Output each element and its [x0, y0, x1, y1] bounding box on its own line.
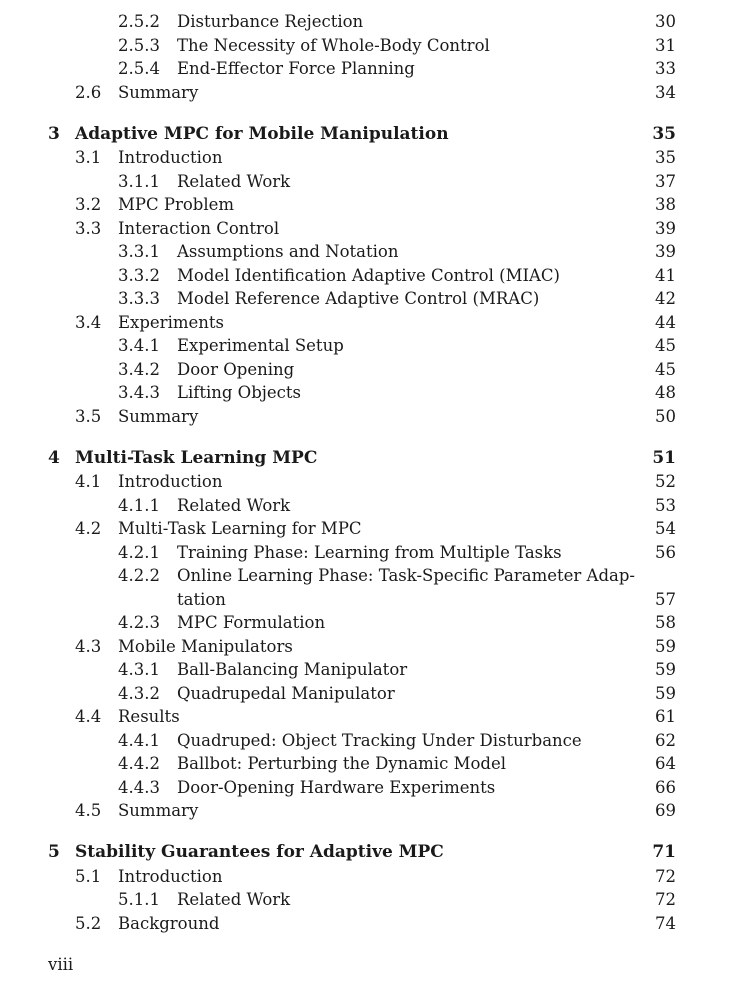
entry-title: Interaction Control — [118, 217, 285, 241]
dot-leader — [296, 888, 636, 912]
toc-section-entry[interactable] — [0, 470, 736, 494]
entry-page-number: 42 — [655, 287, 676, 311]
toc-subsection-entry[interactable] — [0, 494, 736, 518]
page-number-footer: viii — [48, 955, 74, 974]
entry-page-number: 35 — [652, 123, 676, 147]
toc-section-entry[interactable] — [0, 865, 736, 889]
toc-section-entry[interactable] — [0, 705, 736, 729]
entry-page-number: 48 — [655, 381, 676, 405]
entry-title: Door-Opening Hardware Experiments — [177, 776, 501, 800]
dot-leader — [350, 334, 636, 358]
dot-leader — [512, 752, 636, 776]
entry-number: 4.2 — [75, 519, 102, 538]
entry-number: 3.3.3 — [118, 289, 160, 308]
entry-page-number: 44 — [655, 311, 676, 335]
entry-page-number: 74 — [655, 912, 676, 936]
entry-number: 4.1.1 — [118, 495, 160, 515]
entry-title: Related Work — [177, 494, 296, 518]
entry-page-number: 64 — [655, 752, 676, 776]
toc-section-entry[interactable] — [0, 217, 736, 241]
entry-page-number: 37 — [655, 170, 676, 194]
dot-leader — [413, 658, 636, 682]
entry-title: Model Reference Adaptive Control (MRAC) — [177, 287, 545, 311]
entry-title: Related Work — [177, 888, 296, 912]
entry-page-number: 34 — [655, 81, 676, 105]
entry-title: Summary — [118, 799, 204, 823]
dot-leader — [229, 146, 636, 170]
dot-leader — [404, 240, 636, 264]
entry-page-number: 59 — [655, 658, 676, 682]
dot-leader — [588, 729, 636, 753]
entry-title: Multi-Task Learning for MPC — [118, 517, 368, 541]
entry-number: 3.5 — [75, 406, 102, 426]
entry-page-number: 33 — [655, 57, 676, 81]
entry-number: 3.4.2 — [118, 359, 160, 379]
toc-subsection-entry[interactable] — [0, 541, 736, 565]
toc-subsection-entry[interactable] — [0, 170, 736, 194]
toc-section-entry[interactable] — [0, 311, 736, 335]
toc-subsection-entry[interactable] — [0, 34, 736, 58]
entry-page-number: 41 — [655, 264, 676, 288]
entry-title: Mobile Manipulators — [118, 635, 299, 659]
entry-number: 4.4 — [75, 707, 102, 726]
toc-section-entry[interactable] — [0, 912, 736, 936]
entry-number: 3.1.1 — [118, 171, 160, 191]
toc-subsection-entry[interactable] — [0, 682, 736, 706]
entry-title: Quadruped: Object Tracking Under Disturbance — [177, 729, 588, 753]
entry-number: 4.2.2 — [118, 566, 160, 585]
entry-page-number: 61 — [655, 705, 676, 729]
entry-number: 4.3 — [75, 636, 102, 656]
entry-title: Introduction — [118, 865, 229, 889]
entry-number: 3.1 — [75, 148, 102, 167]
toc-subsection-entry[interactable] — [0, 752, 736, 776]
entry-number: 4.1 — [75, 472, 102, 491]
dot-leader — [401, 682, 636, 706]
entry-page-number: 71 — [652, 841, 676, 865]
entry-number: 4 — [48, 447, 60, 468]
dot-leader — [229, 865, 636, 889]
entry-page-number: 54 — [655, 517, 676, 541]
dot-leader — [496, 34, 636, 58]
entry-number: 5.1.1 — [118, 890, 160, 909]
dot-leader — [421, 57, 636, 81]
entry-title: Multi-Task Learning MPC — [75, 447, 323, 471]
entry-title: Disturbance Rejection — [177, 10, 369, 34]
entry-page-number: 58 — [655, 611, 676, 635]
entry-number: 5 — [48, 842, 60, 862]
entry-page-number: 51 — [652, 447, 676, 471]
entry-title: The Necessity of Whole-Body Control — [177, 34, 496, 58]
dot-leader — [186, 705, 636, 729]
entry-number: 4.3.1 — [118, 660, 160, 679]
entry-page-number: 62 — [655, 729, 676, 753]
entry-number: 3.4.1 — [118, 336, 160, 355]
entry-number: 2.5.2 — [118, 12, 160, 31]
entry-number: 2.5.3 — [118, 35, 160, 55]
dot-leader — [204, 405, 636, 429]
toc-subsection-entry[interactable] — [0, 888, 736, 912]
toc-subsection-entry[interactable] — [0, 729, 736, 753]
entry-page-number: 35 — [655, 146, 676, 170]
entry-title: Summary — [118, 81, 204, 105]
entry-page-number: 45 — [655, 334, 676, 358]
entry-number: 4.3.2 — [118, 683, 160, 703]
toc-chapter-entry[interactable] — [0, 123, 736, 147]
dot-leader — [230, 311, 636, 335]
dot-leader — [368, 517, 636, 541]
entry-page-number: 39 — [655, 217, 676, 241]
entry-title: End-Effector Force Planning — [177, 57, 421, 81]
entry-page-number: 57 — [655, 588, 676, 612]
entry-title: Related Work — [177, 170, 296, 194]
entry-title: Ball-Balancing Manipulator — [177, 658, 413, 682]
dot-leader — [232, 588, 636, 612]
toc-subsection-entry[interactable] — [0, 381, 736, 405]
entry-number: 4.5 — [75, 801, 102, 820]
entry-title: Stability Guarantees for Adaptive MPC — [75, 841, 450, 865]
entry-title: MPC Problem — [118, 193, 240, 217]
dot-leader — [307, 381, 636, 405]
toc-subsection-entry[interactable] — [0, 658, 736, 682]
entry-title: Experimental Setup — [177, 334, 350, 358]
entry-page-number: 53 — [655, 494, 676, 518]
dot-leader — [240, 193, 636, 217]
entry-number: 4.4.2 — [118, 754, 160, 773]
entry-number: 3 — [48, 123, 60, 144]
toc-subsection-entry[interactable] — [0, 10, 736, 34]
entry-number: 3.2 — [75, 195, 102, 214]
dot-leader — [568, 541, 636, 565]
entry-title: Introduction — [118, 146, 229, 170]
entry-number: 4.2.1 — [118, 542, 160, 562]
entry-title: Training Phase: Learning from Multiple Tasks — [177, 541, 568, 565]
entry-title: Ballbot: Perturbing the Dynamic Model — [177, 752, 512, 776]
entry-title: Assumptions and Notation — [177, 240, 404, 264]
entry-number: 5.1 — [75, 866, 102, 886]
toc-subsection-entry[interactable] — [0, 611, 736, 635]
entry-number: 4.4.1 — [118, 730, 160, 750]
entry-number: 3.3 — [75, 218, 102, 238]
dot-leader — [225, 912, 636, 936]
entry-page-number: 30 — [655, 10, 676, 34]
dot-leader — [285, 217, 636, 241]
toc-section-entry[interactable] — [0, 517, 736, 541]
toc-subsection-entry[interactable] — [0, 264, 736, 288]
toc-subsection-entry[interactable] — [0, 287, 736, 311]
entry-number: 2.5.4 — [118, 59, 160, 78]
toc-section-entry[interactable] — [0, 635, 736, 659]
entry-number: 3.4 — [75, 312, 102, 332]
entry-title: Introduction — [118, 470, 229, 494]
dot-leader — [204, 799, 636, 823]
toc-section-entry[interactable] — [0, 81, 736, 105]
entry-page-number: 38 — [655, 193, 676, 217]
dot-leader — [369, 10, 636, 34]
dot-leader — [296, 170, 636, 194]
dot-leader — [229, 470, 636, 494]
entry-page-number: 45 — [655, 358, 676, 382]
entry-title: Model Identification Adaptive Control (MIAC) — [177, 264, 566, 288]
dot-leader — [331, 611, 636, 635]
entry-title: Lifting Objects — [177, 381, 307, 405]
entry-page-number: 59 — [655, 635, 676, 659]
entry-number: 3.4.3 — [118, 383, 160, 402]
entry-page-number: 72 — [655, 865, 676, 889]
entry-page-number: 52 — [655, 470, 676, 494]
dot-leader — [566, 264, 636, 288]
entry-title: Adaptive MPC for Mobile Manipulation — [75, 123, 455, 147]
toc-section-entry[interactable] — [0, 193, 736, 217]
entry-title: MPC Formulation — [177, 611, 331, 635]
entry-title: Experiments — [118, 311, 230, 335]
entry-page-number: 31 — [655, 34, 676, 58]
entry-page-number: 50 — [655, 405, 676, 429]
toc-subsection-entry[interactable] — [0, 564, 736, 611]
toc-chapter-entry[interactable] — [0, 841, 736, 865]
entry-number: 3.3.2 — [118, 265, 160, 285]
dot-leader — [300, 358, 636, 382]
entry-number: 2.6 — [75, 82, 102, 102]
entry-title-continuation: tation — [177, 588, 232, 612]
toc-subsection-entry[interactable] — [0, 240, 736, 264]
entry-number: 3.3.1 — [118, 242, 160, 261]
entry-title: Quadrupedal Manipulator — [177, 682, 401, 706]
entry-title: Summary — [118, 405, 204, 429]
entry-number: 5.2 — [75, 913, 102, 933]
toc-section-entry[interactable] — [0, 405, 736, 429]
dot-leader — [204, 81, 636, 105]
toc-subsection-entry[interactable] — [0, 776, 736, 800]
dot-leader — [501, 776, 636, 800]
entry-page-number: 69 — [655, 799, 676, 823]
entry-page-number: 72 — [655, 888, 676, 912]
dot-leader — [545, 287, 636, 311]
entry-number: 4.2.3 — [118, 613, 160, 632]
dot-leader — [299, 635, 636, 659]
entry-number: 4.4.3 — [118, 777, 160, 797]
entry-title: Online Learning Phase: Task-Specific Parameter Adap- — [177, 564, 641, 588]
toc-subsection-entry[interactable] — [0, 57, 736, 81]
entry-page-number: 39 — [655, 240, 676, 264]
entry-title: Background — [118, 912, 225, 936]
toc-section-entry[interactable] — [0, 799, 736, 823]
entry-title: Results — [118, 705, 186, 729]
entry-page-number: 66 — [655, 776, 676, 800]
toc-subsection-entry[interactable] — [0, 358, 736, 382]
entry-title: Door Opening — [177, 358, 300, 382]
table-of-contents — [0, 10, 736, 935]
entry-page-number: 59 — [655, 682, 676, 706]
dot-leader — [296, 494, 636, 518]
toc-section-entry[interactable] — [0, 146, 736, 170]
toc-chapter-entry[interactable] — [0, 447, 736, 471]
toc-subsection-entry[interactable] — [0, 334, 736, 358]
entry-page-number: 56 — [655, 541, 676, 565]
